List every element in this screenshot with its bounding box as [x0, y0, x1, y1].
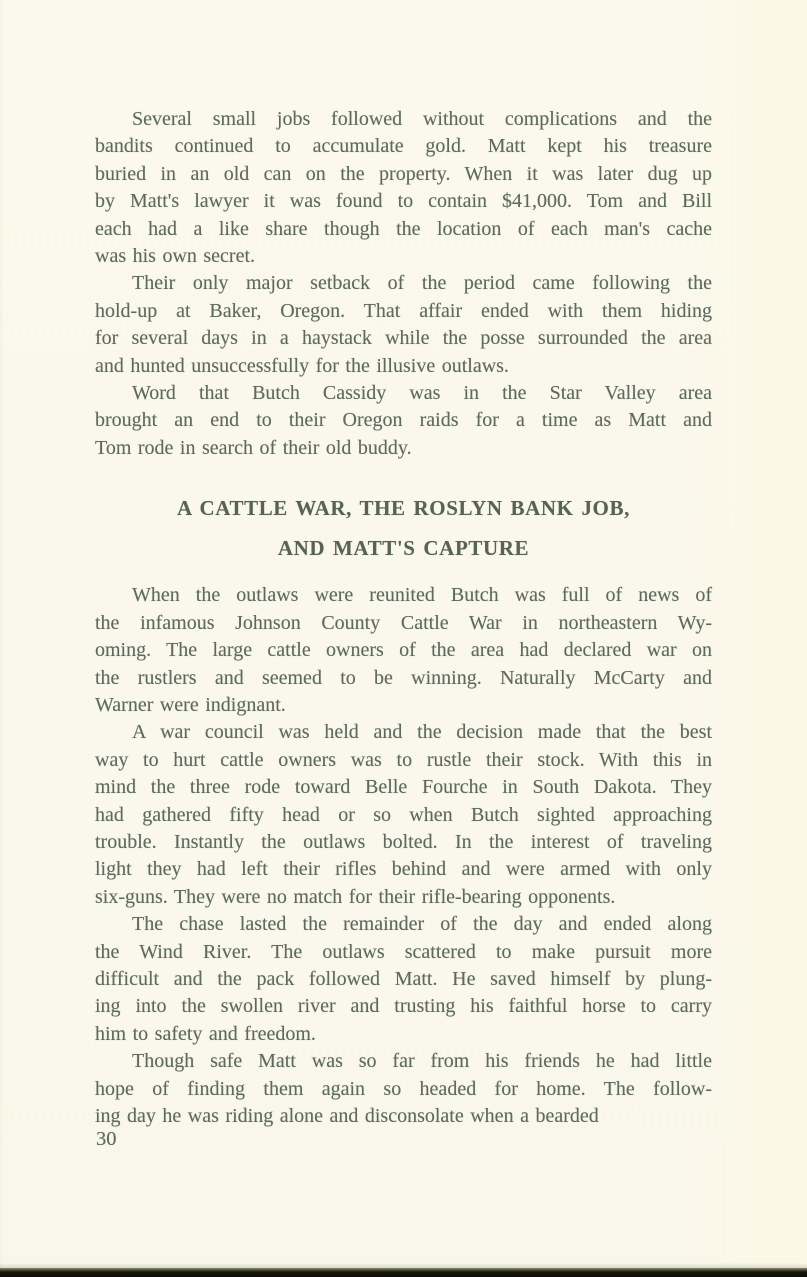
- page-number: 30: [96, 1128, 117, 1150]
- text-line: trouble. Instantly the outlaws bolted. In the interest of traveling: [95, 830, 712, 853]
- text-line: way to hurt cattle owners was to rustle their stock. With this in: [95, 748, 712, 771]
- text-line: the infamous Johnson County Cattle War in northeastern Wy-: [95, 611, 712, 634]
- paragraph: [95, 582, 712, 719]
- text-line: hope of finding them again so headed for home. The follow-: [95, 1077, 712, 1100]
- paragraph: [95, 270, 712, 380]
- text-line: oming. The large cattle owners of the area had declared war on: [95, 639, 712, 662]
- paragraph: [95, 911, 712, 1048]
- text-line: him to safety and freedom.: [95, 1022, 316, 1045]
- text-line: Several small jobs followed without complications and the: [132, 108, 712, 130]
- text-line: mind the three rode toward Belle Fourche in South Dakota. They: [95, 776, 712, 799]
- text-line: six-guns. They were no match for their rifle-bearing opponents.: [95, 885, 616, 908]
- text-line: was his own secret.: [95, 245, 256, 268]
- text-line: brought an end to their Oregon raids for a time as Matt and: [95, 409, 712, 432]
- paragraph: [95, 380, 712, 462]
- text-line: ing day he was riding alone and disconsolate when a bearded: [95, 1105, 599, 1127]
- text-line: light they had left their rifles behind and were armed with only: [95, 858, 712, 881]
- page-bottom-edge: [0, 1268, 807, 1277]
- heading-line: AND MATT'S CAPTURE: [277, 536, 530, 561]
- paragraph: [95, 719, 712, 911]
- text-line: Their only major setback of the period came following the: [132, 272, 712, 295]
- text-line: and hunted unsuccessfully for the illusive outlaws.: [95, 354, 509, 377]
- text-line: bandits continued to accumulate gold. Matt kept his treasure: [95, 135, 712, 158]
- text-line: hold-up at Baker, Oregon. That affair ended with them hiding: [95, 299, 712, 322]
- text-line: Though safe Matt was so far from his friends he had little: [132, 1050, 712, 1073]
- text-line: When the outlaws were reunited Butch was full of news of: [132, 584, 712, 607]
- text-line: the Wind River. The outlaws scattered to make pursuit more: [95, 940, 712, 963]
- text-line: Word that Butch Cassidy was in the Star Valley area: [132, 382, 712, 405]
- section-heading: [95, 488, 712, 568]
- text-line: The chase lasted the remainder of the day and ended along: [132, 913, 712, 936]
- text-line: buried in an old can on the property. When it was later dug up: [95, 162, 712, 185]
- text-block: [95, 106, 712, 1130]
- text-line: difficult and the pack followed Matt. He saved himself by plung-: [95, 967, 712, 990]
- text-line: Tom rode in search of their old buddy.: [95, 436, 412, 459]
- paragraph: [95, 1048, 712, 1130]
- text-line: had gathered fifty head or so when Butch sighted approaching: [95, 803, 712, 826]
- text-line: ing into the swollen river and trusting his faithful horse to carry: [95, 995, 712, 1018]
- text-line: by Matt's lawyer it was found to contain $41,000. Tom and Bill: [95, 190, 712, 213]
- heading-line: A CATTLE WAR, THE ROSLYN BANK JOB,: [177, 496, 630, 521]
- text-line: the rustlers and seemed to be winning. Naturally McCarty and: [95, 666, 712, 689]
- text-line: for several days in a haystack while the posse surrounded the area: [95, 327, 712, 350]
- text-line: A war council was held and the decision made that the best: [132, 721, 712, 744]
- text-line: Warner were indignant.: [95, 693, 286, 716]
- text-line: each had a like share though the location of each man's cache: [95, 217, 712, 240]
- paragraph: [95, 106, 712, 270]
